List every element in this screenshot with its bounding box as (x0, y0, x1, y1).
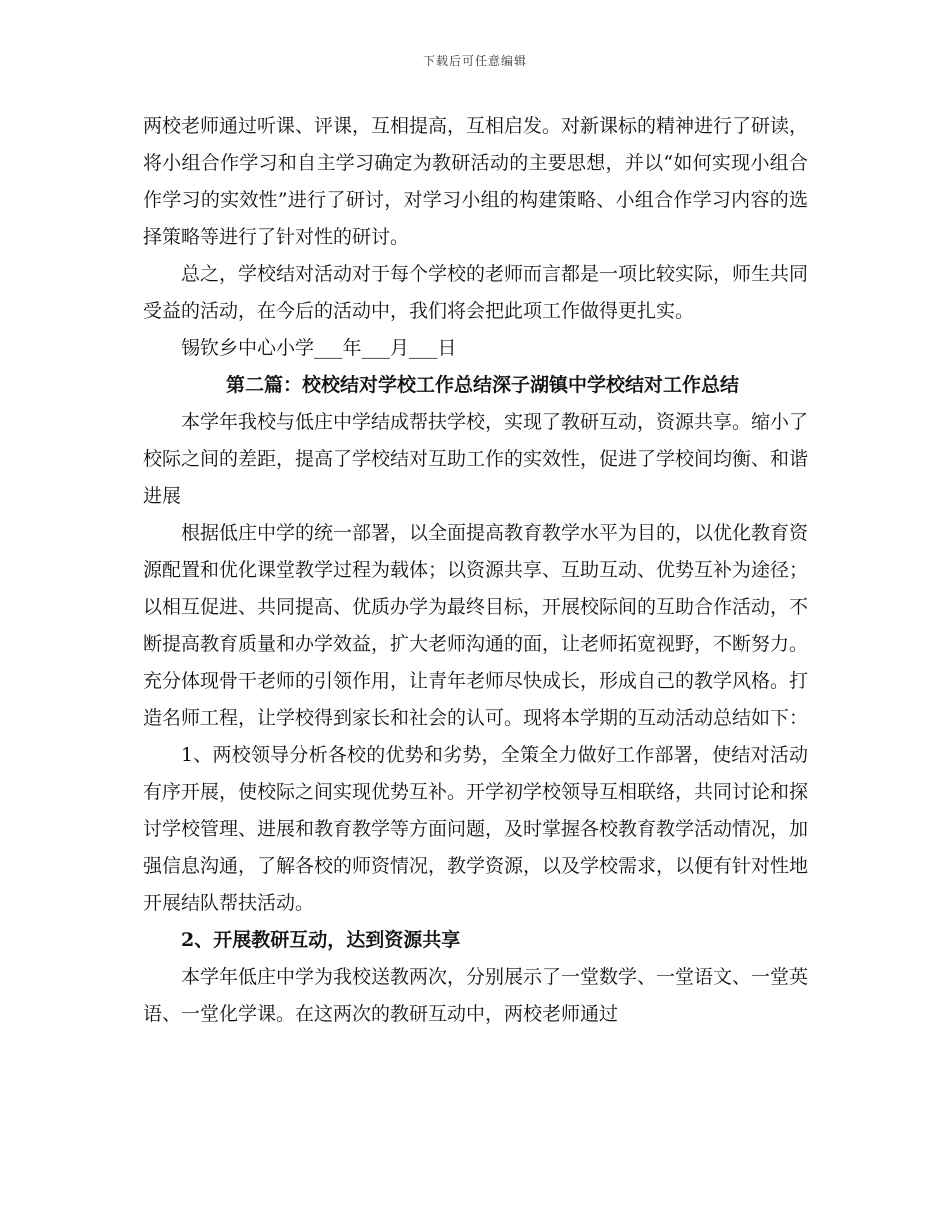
document-body (143, 108, 808, 1033)
paragraph-2: 总之，学校结对活动对于每个学校的老师而言都是一项比较实际，师生共同受益的活动，在今后的活动中，我们将会把此项工作做得更扎实。 (143, 263, 809, 322)
paragraph-5: 1、两校领导分析各校的优势和劣势，全策全力做好工作部署，使结对活动有序开展，使校际之间实现优势互补。开学初学校领导互相联络，共同讨论和探讨学校管理、进展和教育教学等方面问题，及时掌握各校教育教学活动情况，加强信息沟通，了解各校的师资情况，教学资源，以及学校需求，以便有针对性地开展结队帮扶活动。 (143, 744, 809, 914)
page-header-note: 下载后可任意编辑 (422, 54, 527, 68)
signoff-line: 锡钦乡中心小学___年___月___日 (181, 337, 457, 359)
subheading-2: 2、开展教研互动，达到资源共享 (181, 929, 461, 951)
paragraph-1: 两校老师通过听课、评课，互相提高，互相启发。对新课标的精神进行了研读，将小组合作学习和自主学习确定为教研活动的主要思想，并以“如何实现小组合作学习的实效性”进行了研讨，对学习小组的构建策略、小组合作学习内容的选择策略等进行了针对性的研讨。 (143, 115, 809, 248)
section-heading-2: 第二篇：校校结对学校工作总结深子湖镇中学校结对工作总结 (225, 374, 739, 396)
paragraph-3: 本学年我校与低庄中学结成帮扶学校，实现了教研互动，资源共享。缩小了校际之间的差距，提高了学校结对互助工作的实效性，促进了学校间均衡、和谐进展 (143, 411, 809, 507)
paragraph-4: 根据低庄中学的统一部署，以全面提高教育教学水平为目的，以优化教育资源配置和优化课堂教学过程为载体；以资源共享、互助互动、优势互补为途径；以相互促进、共同提高、优质办学为最终目标，开展校际间的互助合作活动，不断提高教育质量和办学效益，扩大老师沟通的面，让老师拓宽视野，不断努力。充分体现骨干老师的引领作用，让青年老师尽快成长，形成自己的教学风格。打造名师工程，让学校得到家长和社会的认可。现将本学期的互动活动总结如下： (143, 522, 809, 729)
paragraph-6: 本学年低庄中学为我校送教两次，分别展示了一堂数学、一堂语文、一堂英语、一堂化学课。在这两次的教研互动中，两校老师通过 (143, 966, 809, 1025)
